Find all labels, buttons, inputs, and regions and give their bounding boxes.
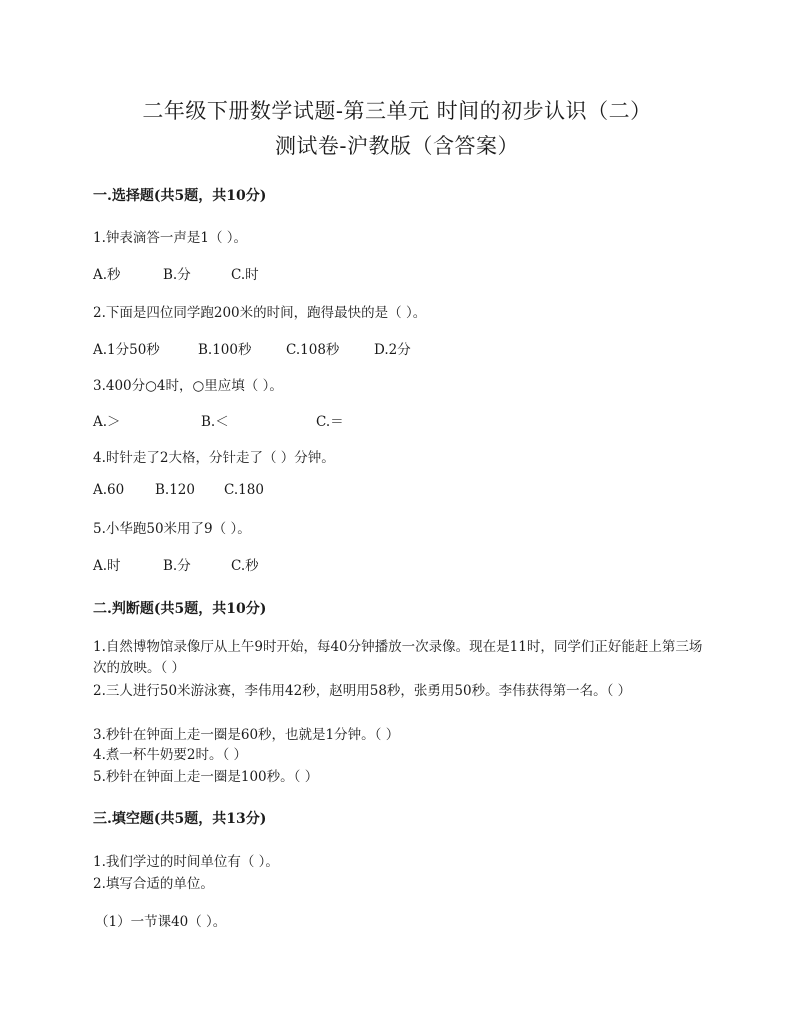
choice-question-2: 2.下面是四位同学跑200米的时间，跑得最快的是（ ）。 [93,305,427,321]
section-heading-judgment: 二.判断题(共5题，共10分) [93,601,267,617]
judgment-question-2: 2.三人进行50米游泳赛，李伟用42秒，赵明用58秒，张勇用50秒。李伟获得第一名。（ ） [93,683,632,699]
fill-question-1: 1.我们学过的时间单位有（ ）。 [93,854,279,870]
choice-option: C.108秒 [286,342,340,358]
choice-option: A.60 [93,482,125,498]
judgment-question-1: 1.自然博物馆录像厅从上午9时开始，每40分钟播放一次录像。现在是11时，同学们正好能赶上第三场次的放映。（ ） [93,639,703,676]
section-heading-fill: 三.填空题(共5题，共13分) [93,811,267,827]
choice-option: C.时 [231,267,259,283]
choice-option: B.分 [163,267,191,283]
choice-question-4: 4.时针走了2大格，分针走了（ ）分钟。 [93,450,335,466]
choice-question-3: 3.400分○4时，○里应填（ ）。 [93,378,283,394]
choice-question-5: 5.小华跑50米用了9（ ）。 [93,521,251,537]
document-title-line1: 二年级下册数学试题-第三单元 时间的初步认识（二） [142,99,652,123]
fill-question-2: 2.填写合适的单位。 [93,876,214,892]
choice-option: C.＝ [316,414,344,430]
section-heading-choice: 一.选择题(共5题，共10分) [93,188,267,204]
choice-option: B.120 [155,482,195,498]
choice-question-1: 1.钟表滴答一声是1（ ）。 [93,230,248,246]
judgment-question-4: 4.煮一杯牛奶要2时。（ ） [93,747,248,763]
judgment-question-5: 5.秒针在钟面上走一圈是100秒。（ ） [93,769,319,785]
fill-subquestion-1: （1）一节课40（ ）。 [95,914,227,930]
choice-option: A.＞ [93,414,121,430]
choice-option: A.1分50秒 [93,342,160,358]
judgment-question-3: 3.秒针在钟面上走一圈是60秒，也就是1分钟。（ ） [93,727,400,743]
choice-option: B.100秒 [198,342,252,358]
choice-option: D.2分 [374,342,411,358]
choice-option: B.＜ [201,414,229,430]
document-title-line2: 测试卷-沪教版（含答案） [274,134,520,158]
choice-option: A.秒 [93,267,121,283]
choice-option: A.时 [93,558,121,574]
choice-option: B.分 [163,558,191,574]
choice-option: C.180 [224,482,264,498]
choice-option: C.秒 [231,558,259,574]
